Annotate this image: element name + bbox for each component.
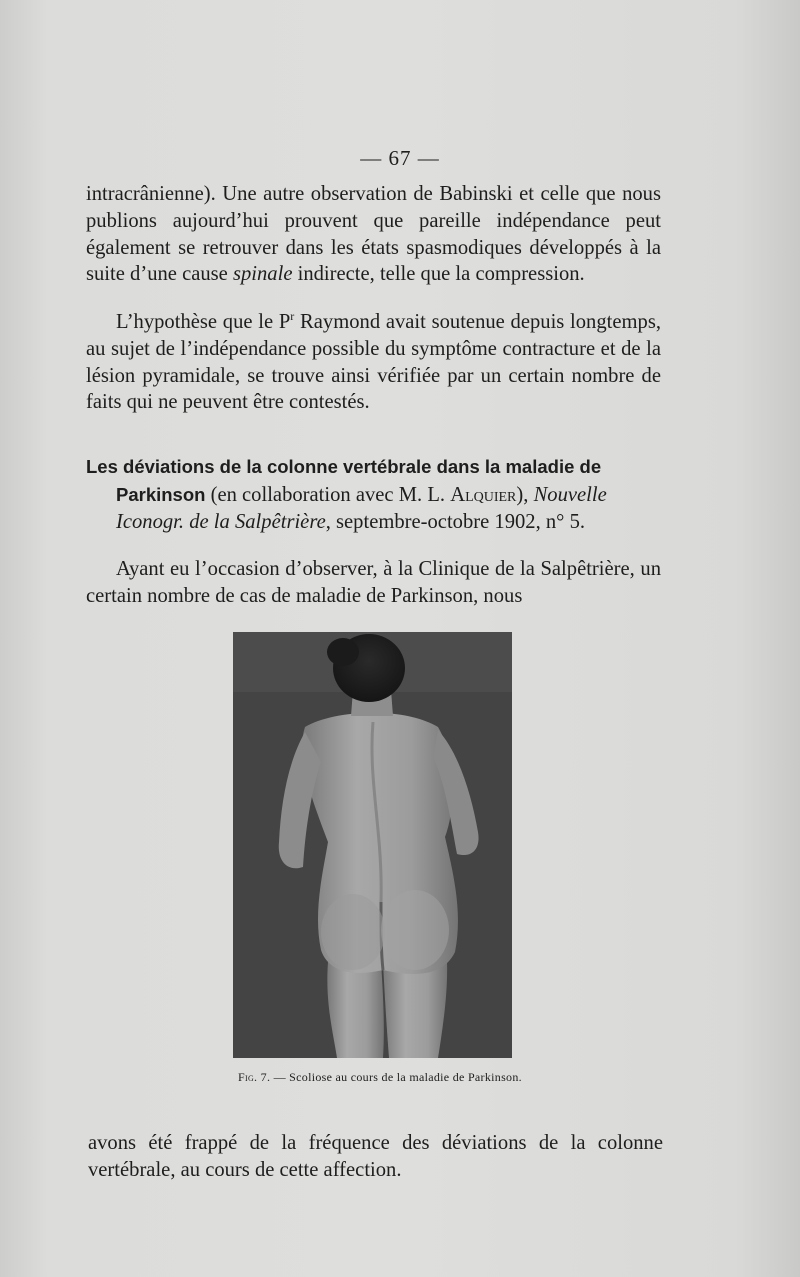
heading-title-line1: Les déviations de la colonne vertébrale dans la maladie de (86, 456, 602, 477)
paragraph-hypothese (86, 309, 661, 416)
heading-journal-1: Nouvelle (533, 484, 607, 506)
paragraph-text: L’hypothèse que le P (116, 311, 291, 333)
heading-line3 (86, 509, 666, 536)
heading-journal-2: Iconogr. de la Salpêtrière (116, 511, 326, 533)
paragraph-text: intracrânienne). Une autre observation de Babinski et celle que nous publions aujourd’hui prouvent que pareille indépendance peut également se retrouver dans les états spasmodiques développés à la suite d’une cause (86, 183, 661, 286)
paragraph-intracranienne (86, 181, 661, 288)
heading-line2 (86, 481, 666, 509)
heading-collab: (en collaboration avec M. L. (205, 484, 451, 506)
figure-caption (0, 1070, 760, 1085)
superscript: r (290, 309, 295, 324)
caption-text: — Scoliose au cours de la maladie de Parkinson. (270, 1070, 522, 1084)
figure-photograph (233, 632, 512, 1058)
italic-term: spinale (232, 263, 293, 286)
page-number: — 67 — (360, 146, 440, 170)
heading-author: Alquier (450, 484, 517, 506)
paragraph-text: Raymond avait soutenue depuis longtemps, au sujet de l’indépendance possible du symptôme contracture et de la lésion pyramidale, se trouve ainsi vérifiée par un certain nombre de faits qui ne peuvent être contestés. (86, 311, 661, 414)
heading-collab-end: ), (516, 484, 534, 506)
paragraph-ayant-eu: Ayant eu l’occasion d’observer, à la Clinique de la Salpêtrière, un certain nombre de cas de maladie de Parkinson, nous (86, 558, 661, 607)
figure-back-view-illustration (233, 632, 512, 1058)
paragraph-text: indirecte, telle que la compression. (292, 263, 585, 286)
heading-title-line2: Parkinson (116, 484, 206, 505)
paragraph-avons-ete: avons été frappé de la fréquence des déviations de la colonne vertébrale, au cours de cette affection. (88, 1132, 663, 1181)
caption-label: Fig. 7. (238, 1070, 271, 1084)
heading-date: , septembre-octobre 1902, n° 5. (325, 511, 586, 533)
section-heading (86, 453, 666, 536)
